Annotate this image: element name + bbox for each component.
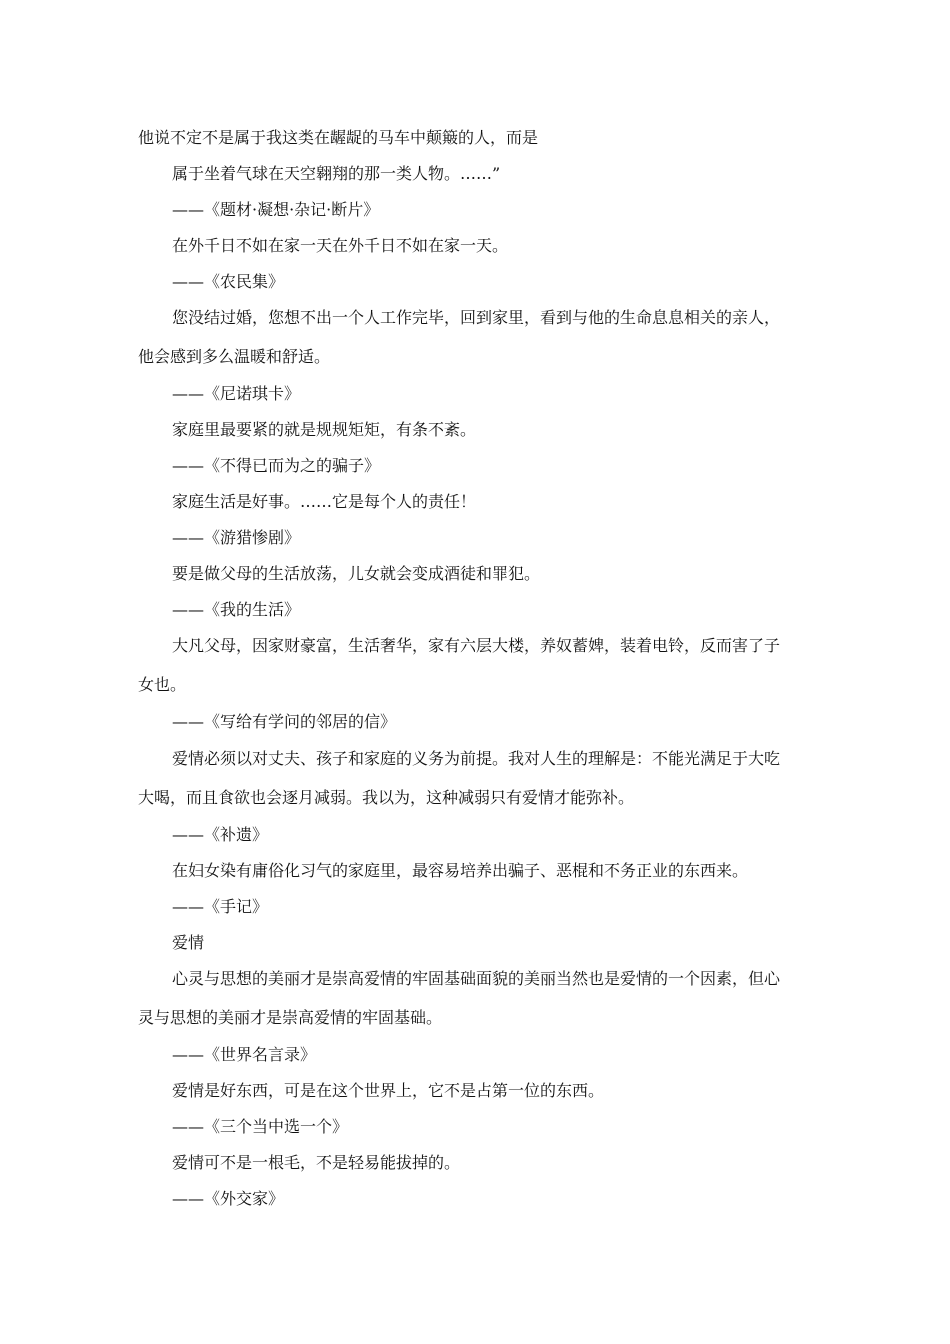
quote-line-continued: 他会感到多么温暖和舒适。 (138, 347, 331, 366)
quote-line: 在外千日不如在家一天在外千日不如在家一天。 (172, 236, 509, 255)
text-line: 属于坐着气球在天空翱翔的那一类人物。……” (172, 164, 501, 183)
source-citation: ——《我的生活》 (172, 600, 301, 619)
source-citation: ——《三个当中选一个》 (172, 1117, 349, 1136)
section-heading: 爱情 (172, 933, 205, 952)
source-citation: ——《补遗》 (172, 825, 269, 844)
source-citation: ——《游猎惨剧》 (172, 528, 301, 547)
source-citation: ——《写给有学问的邻居的信》 (172, 712, 397, 731)
quote-line: 爱情必须以对丈夫、孩子和家庭的义务为前提。我对人生的理解是：不能光满足于大吃 (172, 749, 781, 768)
quote-line: 在妇女染有庸俗化习气的家庭里，最容易培养出骗子、恶棍和不务正业的东西来。 (172, 861, 749, 880)
source-citation: ——《不得已而为之的骗子》 (172, 456, 381, 475)
quote-line: 家庭生活是好事。……它是每个人的责任！ (172, 492, 477, 511)
source-citation: ——《尼诺琪卡》 (172, 384, 301, 403)
quote-line: 家庭里最要紧的就是规规矩矩，有条不紊。 (172, 420, 477, 439)
quote-line: 您没结过婚，您想不出一个人工作完毕，回到家里，看到与他的生命息息相关的亲人， (172, 308, 781, 327)
source-citation: ——《题材·凝想·杂记·断片》 (172, 200, 380, 219)
source-citation: ——《外交家》 (172, 1189, 285, 1208)
quote-line-continued: 女也。 (138, 675, 187, 694)
quote-line: 爱情可不是一根毛，不是轻易能拔掉的。 (172, 1153, 461, 1172)
source-citation: ——《世界名言录》 (172, 1045, 317, 1064)
text-line: 他说不定不是属于我这类在龌龊的马车中颠簸的人，而是 (138, 128, 539, 147)
quote-line: 心灵与思想的美丽才是崇高爱情的牢固基础面貌的美丽当然也是爱情的一个因素，但心 (172, 969, 781, 988)
quote-line: 大凡父母，因家财豪富，生活奢华，家有六层大楼，养奴蓄婢，装着电铃，反而害了子 (172, 636, 781, 655)
quote-line: 爱情是好东西，可是在这个世界上，它不是占第一位的东西。 (172, 1081, 605, 1100)
quote-line: 要是做父母的生活放荡，儿女就会变成酒徒和罪犯。 (172, 564, 541, 583)
source-citation: ——《农民集》 (172, 272, 285, 291)
source-citation: ——《手记》 (172, 897, 269, 916)
quote-line-continued: 大喝，而且食欲也会逐月减弱。我以为，这种减弱只有爱情才能弥补。 (138, 788, 635, 807)
quote-line-continued: 灵与思想的美丽才是崇高爱情的牢固基础。 (138, 1008, 443, 1027)
